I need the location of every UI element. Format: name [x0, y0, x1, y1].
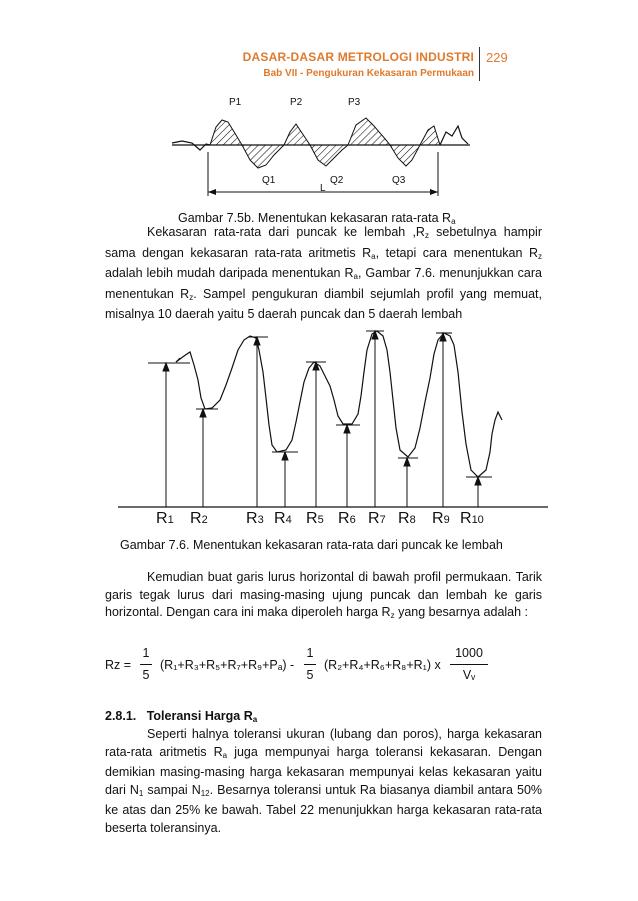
surface-profile	[172, 141, 210, 150]
r-label: R5	[306, 510, 324, 527]
label-l: L	[320, 183, 326, 194]
formula-numerator: 1000	[455, 646, 483, 660]
figure-7-6-caption: Gambar 7.6. Menentukan kekasaran rata-rata dari puncak ke lembah	[120, 538, 503, 552]
formula-group-odd: (R₁+R₃+R₅+R₇+R₉+Pₐ) -	[160, 658, 295, 672]
r-label: R8	[398, 510, 416, 527]
r-label: R10	[460, 510, 484, 527]
formula-group-even: (R₂+R₄+R₆+R₈+R₁) x	[324, 658, 441, 672]
peak-area	[348, 118, 390, 145]
formula-denominator: 5	[306, 668, 314, 682]
r-label: R9	[432, 510, 450, 527]
label-q1: Q1	[262, 175, 276, 186]
r-label: R1	[156, 510, 174, 527]
label-q3: Q3	[392, 175, 406, 186]
peak-area	[284, 124, 310, 145]
r-label: R2	[190, 510, 208, 527]
header-divider	[479, 47, 480, 81]
r-label: R7	[368, 510, 386, 527]
page-number: 229	[486, 50, 508, 65]
formula-numerator: 1	[306, 646, 314, 660]
section-heading: 2.8.1. Toleransi Harga $R_a$	[105, 709, 258, 724]
paragraph-tolerance: Seperti halnya toleransi ukuran (lubang dan poros), harga kekasaran rata-rata aritmetis $R_a$ juga mempunyai harga toleransi kekasaran. Dengan demikian masing-masing harga kekasaran mempunyai kelas kekasaran yaitu dari $N_1$ sampai $N_{12}$. Besarnya toleransi untuk Ra biasanya diambil antara 50% ke atas dan 25% ke bawah. Tabel 22 menunjukkan harga kekasaran rata-rata beserta toleransinya.	[105, 727, 543, 835]
r-label: R3	[246, 510, 264, 527]
label-p3: P3	[348, 97, 361, 108]
surface-profile-76	[176, 331, 502, 477]
paragraph-rz-intro: Kekasaran rata-rata dari puncak ke lembah $,R_z$ sebetulnya hampir sama dengan kekasaran rata-rata aritmetis $R_a$, tetapi cara menentukan $R_z$ adalah lebih mudah daripada menentukan $R_a$, Gambar 7.6. menunjukkan cara menentukan $R_z$. Sampel pengukuran diambil sejumlah profil yang memuat, misalnya 10 daerah yaitu 5 daerah puncak dan 5 daerah lembah	[105, 225, 542, 321]
valley-area	[310, 145, 348, 166]
formula-denominator: 5	[142, 668, 150, 682]
running-header-subtitle: Bab VII - Pengukuran Kekasaran Permukaan	[263, 68, 474, 79]
formula-denominator: Vᵥ	[462, 668, 476, 682]
valley-area	[390, 145, 420, 166]
valley-area	[242, 145, 284, 168]
label-p1: P1	[229, 97, 242, 108]
running-header-title: DASAR-DASAR METROLOGI INDUSTRI	[242, 50, 474, 64]
label-q2: Q2	[330, 175, 344, 186]
peak-area	[420, 126, 440, 145]
r-label: R6	[338, 510, 356, 527]
formula-lhs: Rz =	[105, 658, 132, 672]
formula-numerator: 1	[142, 646, 150, 660]
label-p2: P2	[290, 97, 303, 108]
peak-area	[210, 120, 242, 145]
figure-7-5b-caption: Gambar 7.5b. Menentukan kekasaran rata-rata $R_a$	[178, 211, 456, 226]
paragraph-rz-method: Kemudian buat garis lurus horizontal di bawah profil permukaan. Tarik garis tegak lurus dari masing-masing ujung puncak dan lembah ke garis horizontal. Dengan cara ini maka diperoleh harga $R_z$ yang besarnya adalah :	[105, 570, 542, 620]
r-label: R4	[274, 510, 292, 527]
surface-profile	[440, 126, 468, 145]
